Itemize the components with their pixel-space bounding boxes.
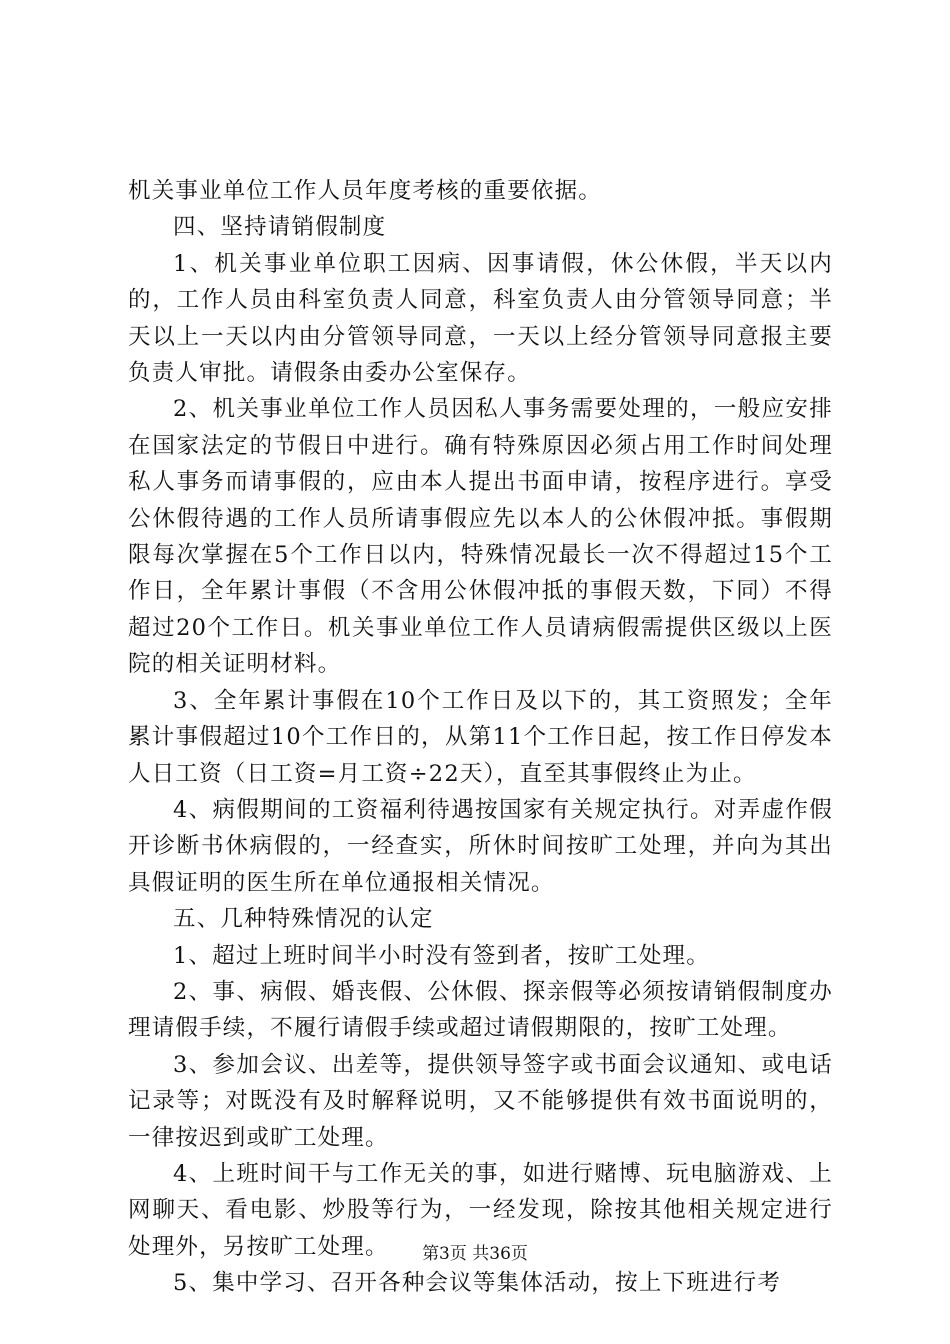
page-footer: 第3页 共36页 — [422, 1244, 528, 1264]
paragraph-leave-salary: 3、全年累计事假在10个工作日及以下的，其工资照发；全年累计事假超过10个工作日的，从第11个工作日起，按工作日停发本人日工资（日工资=月工资÷22天），直至其事假终止为止。 — [128, 687, 833, 787]
paragraph-leave-approval: 1、机关事业单位职工因病、因事请假，休公休假，半天以内的，工作人员由科室负责人同意，科室负责人由分管领导同意；半天以上一天以内由分管领导同意，一天以上经分管领导同意报主要负责人审批。请假条由委办公室保存。 — [128, 250, 833, 387]
paragraph-leave-procedure: 2、事、病假、婚丧假、公休假、探亲假等必须按请销假制度办理请假手续，不履行请假手续或超过请假期限的，按旷工处理。 — [128, 978, 833, 1042]
paragraph-sick-leave: 4、病假期间的工资福利待遇按国家有关规定执行。对弄虚作假开诊断书休病假的，一经查实，所休时间按旷工处理，并向为其出具假证明的医生所在单位通报相关情况。 — [128, 796, 833, 896]
paragraph-personal-leave: 2、机关事业单位工作人员因私人事务需要处理的，一般应安排在国家法定的节假日中进行。确有特殊原因必须占用工作时间处理私人事务而请事假的，应由本人提出书面申请，按程序进行。享受公休假待遇的工作人员所请事假应先以本人的公休假冲抵。事假期限每次掌握在5个工作日以内，特殊情况最长一次不得超过15个工作日，全年累计事假（不含用公休假冲抵的事假天数，下同）不得超过20个工作日。机关事业单位工作人员请病假需提供区级以上医院的相关证明材料。 — [128, 396, 833, 678]
paragraph-continuation: 机关事业单位工作人员年度考核的重要依据。 — [128, 178, 603, 204]
paragraph-meetings-travel: 3、参加会议、出差等，提供领导签字或书面会议通知、或电话记录等；对既没有及时解释说明，又不能够提供有效书面说明的，一律按迟到或旷工处理。 — [128, 1051, 833, 1151]
paragraph-group-activities: 5、集中学习、召开各种会议等集体活动，按上下班进行考 — [173, 1270, 782, 1297]
paragraph-late-signin: 1、超过上班时间半小时没有签到者，按旷工处理。 — [173, 942, 710, 969]
section-heading-4: 四、坚持请销假制度 — [173, 214, 387, 241]
document-body — [128, 173, 833, 1302]
section-heading-5: 五、几种特殊情况的认定 — [173, 906, 434, 933]
paragraph-unrelated-activities: 4、上班时间干与工作无关的事，如进行赌博、玩电脑游戏、上网聊天、看电影、炒股等行为，一经发现，除按其他相关规定进行处理外，另按旷工处理。 — [128, 1160, 833, 1260]
